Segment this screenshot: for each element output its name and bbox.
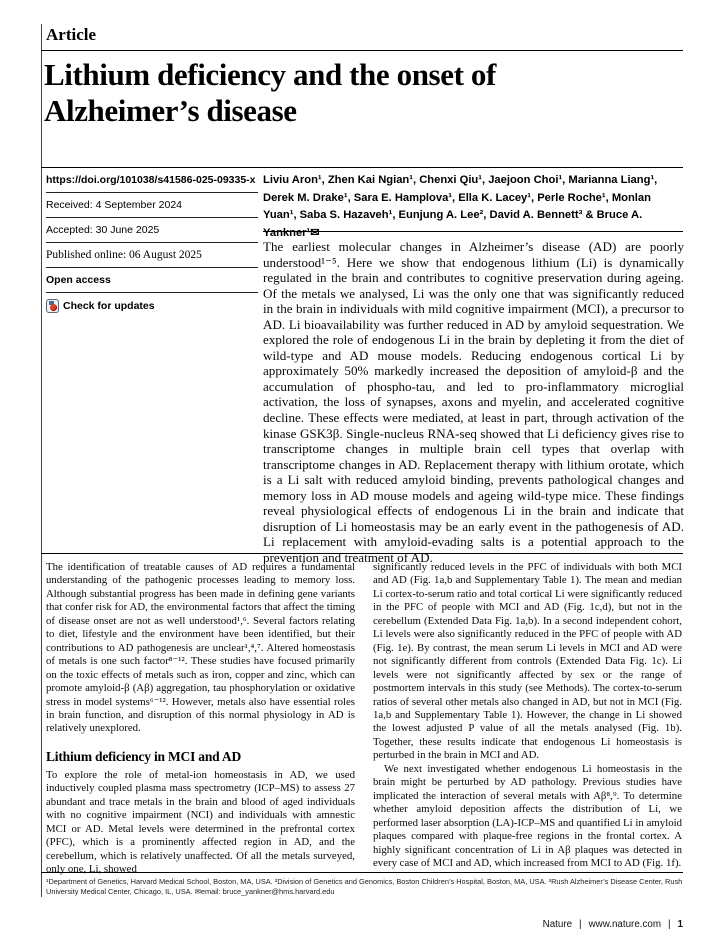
footer-separator: | — [668, 919, 671, 930]
page-footer — [543, 919, 683, 930]
accepted-date: Accepted: 30 June 2025 — [46, 218, 258, 243]
article-kicker: Article — [46, 25, 97, 44]
body-paragraph-continued: significantly reduced levels in the PFC of individuals with both MCI and AD (Fig. 1a,b and Supplementary Table 1). The mean and median Li cortex-to-serum ratio and total cortical Li were significantly reduced in the PFC of people with MCI and AD (Fig. 1c,d), but not in the cerebellum (Extended Data Fig. 1a,b). In a second independent cohort, Li levels were also significantly reduced in the PFC of people with AD (Fig. 1e). By contrast, the mean serum Li levels in MCI and AD were not significantly different from controls (Extended Data Fig. 1c). Li levels were not significantly affected by sex or the range of postmortem intervals in this study (see Methods). The cortex-to-serum ratios of several other metals also changed in AD, but not in MCI (Fig. 1a,b and Supplementary Table 1). However, the change in Li showed the lowest adjusted P value of all the metals analysed (Fig. 1b). Together, these results indicate that endogenous Li homeostasis is perturbed in the brain in MCI and AD. — [373, 561, 682, 762]
journal-name: Nature — [542, 919, 573, 930]
affiliations-text: ¹Department of Genetics, Harvard Medical School, Boston, MA, USA. ²Division of Genetics and Genomics, Boston Children’s Hospital, Boston, MA, USA. ³Rush Alzheimer’s Disease Center, Rush University Medical Center, Chicago, IL, USA. — [46, 877, 683, 896]
crossmark-icon — [46, 299, 59, 313]
doi-link[interactable]: https://doi.org/101038/s41586-025-09335-x — [46, 168, 258, 193]
check-for-updates-label: Check for updates — [63, 300, 155, 312]
journal-url-link[interactable]: www.nature.com — [588, 919, 661, 930]
authors-divider — [263, 231, 683, 232]
section-paragraph: To explore the role of metal-ion homeostasis in AD, we used inductively coupled plasma mass spectrometry (ICP–MS) to assess 27 abundant and trace metals in the brain and blood of aged individuals with no cognitive impairment (NCI) and individuals with amnestic MCI or AD. Metal levels were determined in the prefrontal cortex (PFC), which is a prominently affected region in AD, and the cerebellum, which is relatively unaffected. Of all the metals surveyed, only one, Li, showed — [46, 768, 355, 876]
corresponding-email-link[interactable]: ✉email: bruce_yankner@hms.harvard.edu — [194, 886, 335, 896]
body-column-left — [46, 561, 355, 877]
abstract-text: The earliest molecular changes in Alzheimer’s disease (AD) are poorly understood¹⁻⁵. Here we show that endogenous lithium (Li) is dynamically regulated in the brain and contributes to cognitive preservation during ageing. Of the metals we analysed, Li was the only one that was significantly reduced in the brain in individuals with mild cognitive impairment (MCI), a precursor to AD. Li bioavailability was further reduced in AD by amyloid sequestration. We explored the role of endogenous Li in the brain by depleting it from the diet of wild-type and AD mouse models. Reducing endogenous cortical Li by approximately 50% markedly increased the deposition of amyloid-β and the accumulation of phospho-tau, and led to pro-inflammatory microglial activation, the loss of synapses, axons and myelin, and accelerated cognitive decline. These effects were mediated, at least in part, through activation of the kinase GSK3β. Single-nucleus RNA-seq showed that Li deficiency gives rise to transcriptome changes in multiple brain cell types that overlap with transcriptome changes in AD. Replacement therapy with lithium orotate, which is a Li salt with reduced amyloid binding, prevents pathological changes and memory loss in AD mouse models and ageing wild-type mice. These findings reveal physiological effects of endogenous Li in the brain and indicate that disruption of Li homeostasis may be an early event in the pathogenesis of AD. Li replacement with amyloid-evading salts is a potential approach to the prevention and treatment of AD. — [263, 239, 684, 565]
left-margin-rule — [41, 24, 42, 897]
kicker-divider — [41, 50, 683, 51]
page-number: 1 — [677, 919, 683, 930]
open-access-label: Open access — [46, 268, 258, 293]
published-date: Published online: 06 August 2025 — [46, 243, 258, 268]
footnote-divider — [41, 872, 683, 873]
check-for-updates[interactable] — [46, 293, 258, 319]
body-columns — [46, 561, 683, 877]
body-column-right — [373, 561, 682, 877]
body-paragraph-next: We next investigated whether endogenous Li homeostasis in the brain might be perturbed by AD pathology. Previous studies have implicated the interaction of several metals with Aβ⁸,⁹. To determine whether amyloid deposition affects the distribution of Li, we performed laser absorption (LA)-ICP–MS and quantified Li in amyloid plaques compared with plaque-free regions in the frontal cortex. A highly significant concentration of Li in Aβ plaques was detected in every case of MCI and AD, which increased from MCI to AD (Fig. 1f). — [373, 762, 682, 869]
received-date: Received: 4 September 2024 — [46, 193, 258, 218]
author-list: Liviu Aron¹, Zhen Kai Ngian¹, Chenxi Qiu¹, Jaejoon Choi¹, Marianna Liang¹, Derek M. Drake¹, Sara E. Hamplova¹, Ella K. Lacey¹, Perle Roche¹, Monlan Yuan¹, Saba S. Hazaveh¹, Eunjung A. Lee², David A. Bennett³ & Bruce A. Yankner¹✉ — [263, 174, 658, 239]
affiliations-footnote — [46, 877, 683, 897]
section-heading-lithium-deficiency: Lithium deficiency in MCI and AD — [46, 748, 241, 764]
abstract-divider — [41, 553, 683, 554]
metadata-panel — [46, 168, 258, 319]
footer-separator: | — [579, 919, 582, 930]
page-title: Lithium deficiency and the onset of Alzheimer’s disease — [44, 57, 496, 128]
intro-paragraph: The identification of treatable causes of AD requires a fundamental understanding of the pathogenic processes leading to memory loss. Although substantial progress has been made in defining gene variants that confer risk for AD, the environmental factors that affect the timing of disease onset are not as well understood¹,⁶. Several factors relating to diet, lifestyle and the environment have been identified, but their contributions to AD pathogenesis are unclear¹,⁴,⁷. Altered homeostasis of metals is one such factor⁸⁻¹². These studies have focused primarily on the toxic effects of metals such as iron, copper and zinc, which can promote amyloid-β (Aβ) aggregation, tau phosphorylation or oxidative stress in model systems⁶⁻¹². However, metals also have essential roles in brain function, and disruption of this normal physiology in AD is relatively unexplored. — [46, 561, 355, 735]
